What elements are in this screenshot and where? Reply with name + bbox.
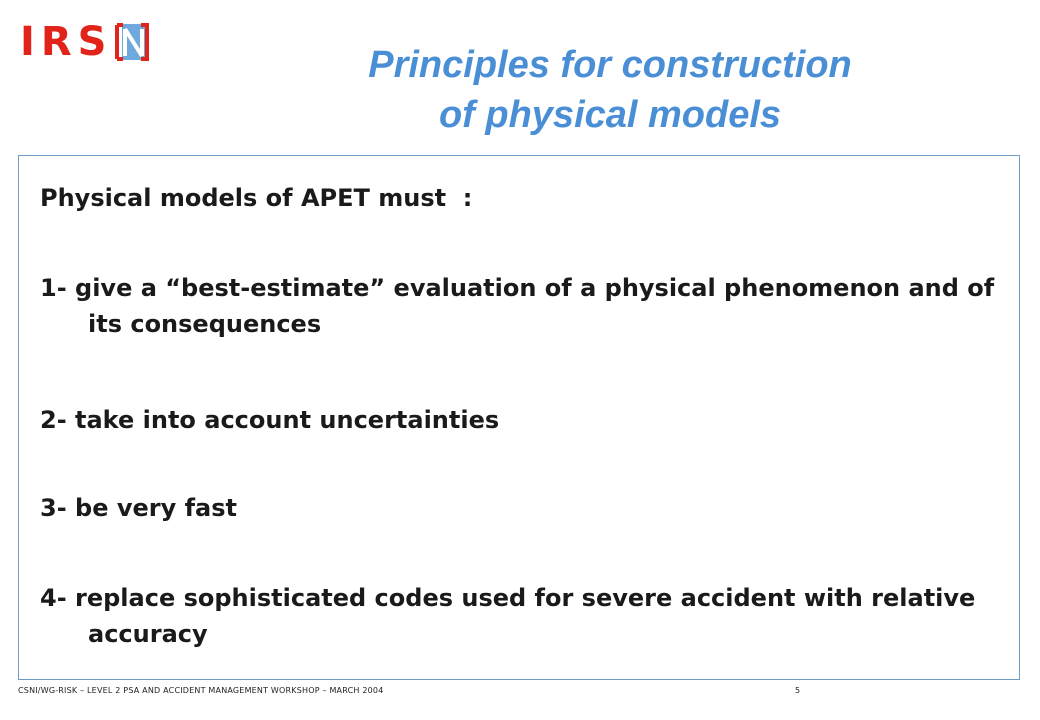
title-line-1: Principles for construction — [368, 44, 852, 86]
list-item-4: 4- replace sophisticated codes used for severe accident with relative accuracy — [40, 584, 976, 648]
list-item-1: 1- give a “best-estimate” evaluation of a physical phenomenon and of its consequences — [40, 274, 995, 338]
logo-n-mark — [115, 23, 149, 61]
footer-text: CSNI/WG-RISK – LEVEL 2 PSA AND ACCIDENT MANAGEMENT WORKSHOP – MARCH 2004 — [18, 686, 384, 695]
logo-n-icon — [115, 23, 149, 61]
list-item-2: 2- take into account uncertainties — [40, 406, 500, 434]
logo-letters: IRS — [20, 19, 113, 65]
title-line-2: of physical models — [438, 94, 782, 136]
list-item-3: 3- be very fast — [40, 494, 237, 522]
page-number: 5 — [795, 686, 801, 695]
intro-text: Physical models of APET must : — [40, 184, 473, 212]
irsn-logo — [20, 20, 149, 64]
slide-title — [250, 40, 970, 140]
